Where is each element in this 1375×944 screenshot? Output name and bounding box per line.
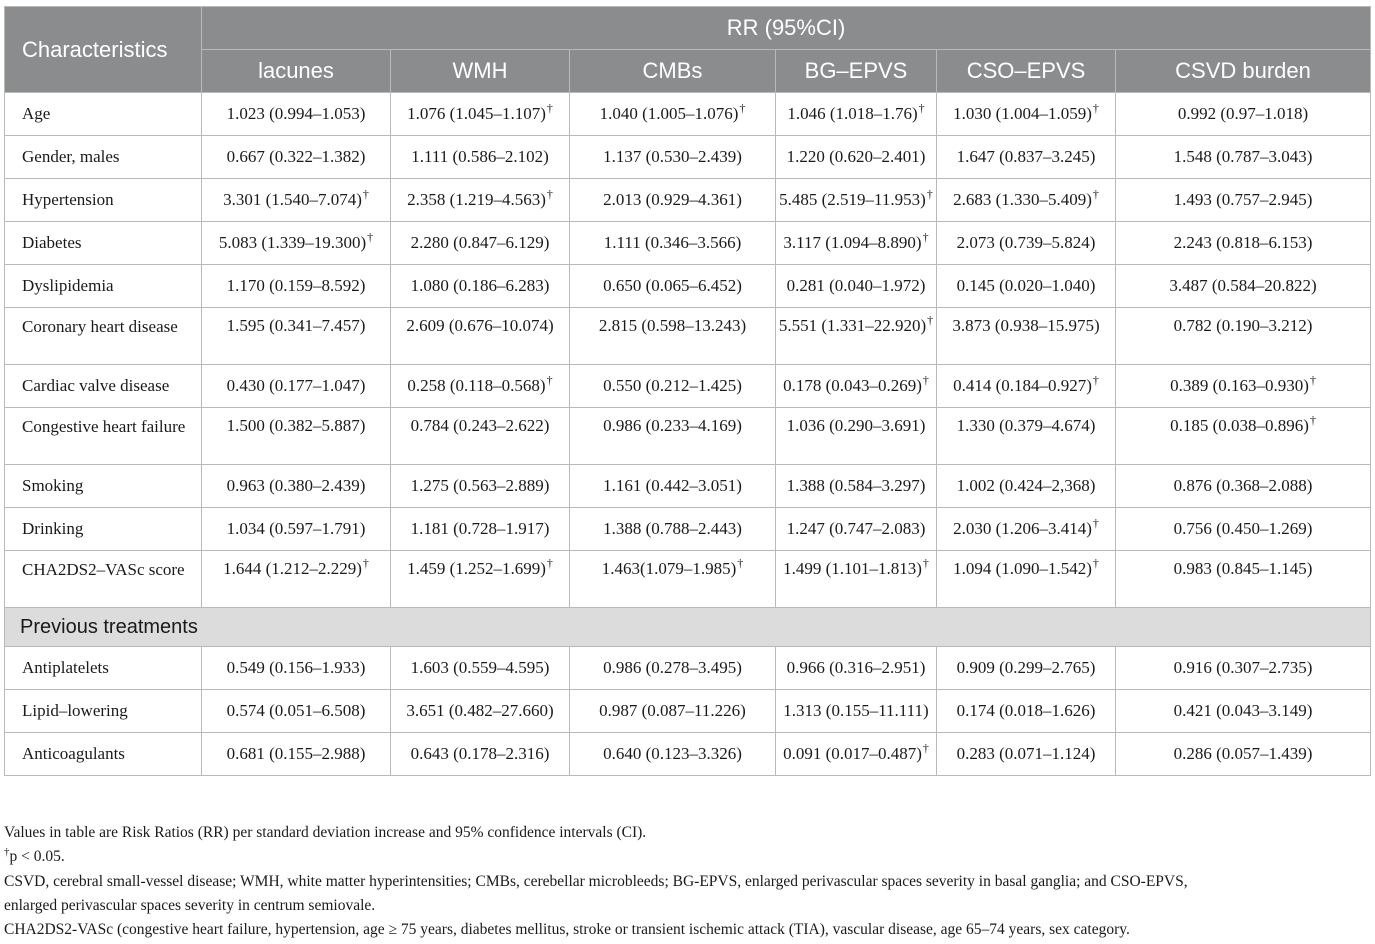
rr-value: 5.551 (1.331–22.920) [778, 316, 927, 335]
rr-value: 0.283 (0.071–1.124) [956, 744, 1096, 763]
rr-cell [937, 508, 1116, 551]
significance-marker: † [922, 373, 929, 388]
rr-cell [776, 408, 937, 465]
rr-value: 0.667 (0.322–1.382) [226, 147, 366, 166]
rr-cell [937, 136, 1116, 179]
rr-value: 2.815 (0.598–13.243) [598, 316, 747, 335]
rr-cell [776, 93, 937, 136]
rr-cell [570, 733, 776, 776]
rr-cell [202, 222, 391, 265]
rr-cell [776, 308, 937, 365]
table-row [5, 508, 1371, 551]
rr-cell [391, 93, 570, 136]
significance-marker: † [918, 101, 925, 116]
rr-value: 1.644 (1.212–2.229) [223, 559, 362, 578]
row-label: Coronary heart disease [5, 308, 202, 365]
rr-cell [776, 508, 937, 551]
rr-value: 1.463(1.079–1.985) [601, 559, 737, 578]
row-label: CHA2DS2–VASc score [5, 551, 202, 608]
rr-value: 0.986 (0.278–3.495) [603, 658, 742, 677]
rr-value: 0.550 (0.212–1.425) [603, 376, 742, 395]
rr-cell [937, 222, 1116, 265]
rr-value: 0.414 (0.184–0.927) [953, 376, 1092, 395]
table-row [5, 222, 1371, 265]
rr-value: 0.784 (0.243–2.622) [410, 416, 550, 435]
rr-cell [776, 365, 937, 408]
rr-cell [202, 465, 391, 508]
rr-cell [391, 265, 570, 308]
rr-value: 1.161 (0.442–3.051) [603, 476, 742, 495]
rr-cell [570, 690, 776, 733]
rr-value: 0.876 (0.368–2.088) [1173, 476, 1313, 495]
rr-cell [937, 408, 1116, 465]
header-col-cmbs: CMBs [570, 50, 776, 93]
row-label: Lipid–lowering [5, 690, 202, 733]
significance-marker: † [1092, 373, 1099, 388]
risk-ratio-table [4, 6, 1371, 776]
table-footnotes [4, 821, 1370, 942]
table-body [5, 93, 1371, 776]
rr-cell [391, 508, 570, 551]
header-row-columns [5, 50, 1371, 93]
rr-cell [202, 733, 391, 776]
table-row [5, 408, 1371, 465]
rr-value: 1.459 (1.252–1.699) [407, 559, 546, 578]
significance-marker: † [367, 230, 374, 245]
rr-value: 1.111 (0.346–3.566) [603, 233, 742, 252]
rr-cell [776, 647, 937, 690]
rr-value: 1.220 (0.620–2.401) [786, 147, 926, 166]
rr-cell [1116, 551, 1371, 608]
row-label: Diabetes [5, 222, 202, 265]
significance-marker: † [546, 101, 553, 116]
rr-cell [202, 136, 391, 179]
significance-marker: † [739, 101, 746, 116]
rr-value: 3.301 (1.540–7.074) [223, 190, 362, 209]
rr-value: 1.036 (0.290–3.691) [786, 416, 926, 435]
rr-cell [570, 465, 776, 508]
rr-value: 2.683 (1.330–5.409) [953, 190, 1092, 209]
rr-cell [202, 265, 391, 308]
significance-marker: † [1092, 556, 1099, 571]
rr-cell [391, 179, 570, 222]
rr-cell [1116, 365, 1371, 408]
rr-cell [937, 690, 1116, 733]
significance-marker: † [737, 556, 744, 571]
rr-cell [202, 551, 391, 608]
rr-cell [937, 647, 1116, 690]
header-col-bg-epvs: BG–EPVS [776, 50, 937, 93]
rr-value: 0.987 (0.087–11.226) [599, 701, 746, 720]
rr-cell [391, 222, 570, 265]
rr-value: 0.185 (0.038–0.896) [1170, 416, 1309, 435]
rr-cell [1116, 733, 1371, 776]
rr-cell [1116, 136, 1371, 179]
significance-marker: † [926, 187, 933, 202]
rr-value: 1.170 (0.159–8.592) [226, 276, 366, 295]
rr-value: 0.174 (0.018–1.626) [956, 701, 1096, 720]
rr-value: 0.643 (0.178–2.316) [410, 744, 550, 763]
rr-value: 0.681 (0.155–2.988) [226, 744, 366, 763]
rr-cell [570, 365, 776, 408]
rr-cell [937, 93, 1116, 136]
rr-cell [570, 136, 776, 179]
rr-value: 5.083 (1.339–19.300) [218, 233, 367, 252]
rr-value: 1.002 (0.424–2,368) [956, 476, 1096, 495]
rr-value: 0.574 (0.051–6.508) [226, 701, 366, 720]
rr-value: 1.046 (1.018–1.76) [787, 104, 918, 123]
rr-cell [776, 551, 937, 608]
rr-cell [202, 408, 391, 465]
significance-marker: † [362, 187, 369, 202]
rr-value: 2.013 (0.929–4.361) [603, 190, 742, 209]
rr-cell [1116, 179, 1371, 222]
rr-value: 0.966 (0.316–2.951) [786, 658, 926, 677]
rr-cell [391, 647, 570, 690]
footnote-significance [4, 845, 1370, 869]
rr-value: 1.080 (0.186–6.283) [410, 276, 550, 295]
row-label: Age [5, 93, 202, 136]
rr-value: 1.094 (1.090–1.542) [953, 559, 1092, 578]
rr-value: 0.650 (0.065–6.452) [603, 276, 742, 295]
rr-value: 0.145 (0.020–1.040) [956, 276, 1096, 295]
rr-value: 1.330 (0.379–4.674) [956, 416, 1096, 435]
rr-cell [570, 179, 776, 222]
table-row [5, 308, 1371, 365]
footnote-abbreviations-cont: enlarged perivascular spaces severity in centrum semiovale. [4, 896, 376, 914]
footnote-values: Values in table are Risk Ratios (RR) per standard deviation increase and 95% confidence intervals (CI). [4, 824, 647, 841]
table-header [5, 7, 1371, 93]
rr-value: 3.487 (0.584–20.822) [1169, 276, 1317, 295]
row-label: Congestive heart failure [5, 408, 202, 465]
significance-marker: † [1092, 101, 1099, 116]
rr-cell [1116, 222, 1371, 265]
header-col-wmh: WMH [391, 50, 570, 93]
rr-cell [202, 647, 391, 690]
rr-cell [937, 465, 1116, 508]
row-label: Anticoagulants [5, 733, 202, 776]
rr-value: 1.499 (1.101–1.813) [783, 559, 922, 578]
rr-value: 1.034 (0.597–1.791) [226, 519, 366, 538]
rr-cell [937, 551, 1116, 608]
row-label: Gender, males [5, 136, 202, 179]
header-col-csvd-burden: CSVD burden [1116, 50, 1371, 93]
significance-marker: † [546, 187, 553, 202]
rr-value: 0.986 (0.233–4.169) [603, 416, 742, 435]
significance-marker: † [546, 556, 553, 571]
rr-value: 2.073 (0.739–5.824) [956, 233, 1096, 252]
rr-cell [570, 308, 776, 365]
rr-value: 0.281 (0.040–1.972) [786, 276, 926, 295]
rr-value: 1.275 (0.563–2.889) [410, 476, 550, 495]
rr-cell [570, 222, 776, 265]
rr-value: 1.388 (0.788–2.443) [603, 519, 742, 538]
table-row [5, 551, 1371, 608]
rr-value: 0.963 (0.380–2.439) [226, 476, 366, 495]
row-label: Drinking [5, 508, 202, 551]
rr-cell [202, 179, 391, 222]
rr-value: 0.916 (0.307–2.735) [1173, 658, 1313, 677]
rr-cell [570, 265, 776, 308]
header-col-lacunes: lacunes [202, 50, 391, 93]
row-label: Cardiac valve disease [5, 365, 202, 408]
section-heading-previous-treatments: Previous treatments [5, 608, 1371, 647]
row-label: Dyslipidemia [5, 265, 202, 308]
table-row [5, 733, 1371, 776]
rr-value: 1.647 (0.837–3.245) [956, 147, 1096, 166]
rr-cell [391, 408, 570, 465]
rr-cell [202, 308, 391, 365]
rr-cell [570, 93, 776, 136]
rr-cell [202, 508, 391, 551]
rr-cell [570, 508, 776, 551]
header-rr-group: RR (95%CI) [202, 7, 1371, 50]
rr-value: 1.500 (0.382–5.887) [226, 416, 366, 435]
significance-marker: † [1092, 516, 1099, 531]
header-row-group [5, 7, 1371, 50]
rr-value: 1.603 (0.559–4.595) [410, 658, 550, 677]
rr-value: 0.258 (0.118–0.568) [407, 376, 546, 395]
row-label: Hypertension [5, 179, 202, 222]
rr-value: 0.640 (0.123–3.326) [603, 744, 742, 763]
rr-value: 1.548 (0.787–3.043) [1173, 147, 1313, 166]
rr-value: 1.023 (0.994–1.053) [226, 104, 366, 123]
rr-value: 0.549 (0.156–1.933) [226, 658, 366, 677]
rr-cell [937, 733, 1116, 776]
rr-cell [776, 465, 937, 508]
rr-cell [776, 733, 937, 776]
rr-value: 0.983 (0.845–1.145) [1173, 559, 1313, 578]
table-row [5, 265, 1371, 308]
rr-value: 2.030 (1.206–3.414) [953, 519, 1092, 538]
rr-cell [202, 93, 391, 136]
rr-value: 1.137 (0.530–2.439) [603, 147, 742, 166]
rr-value: 1.595 (0.341–7.457) [226, 316, 366, 335]
significance-marker: † [546, 373, 553, 388]
rr-value: 0.909 (0.299–2.765) [956, 658, 1096, 677]
table-row [5, 465, 1371, 508]
rr-value: 3.873 (0.938–15.975) [952, 316, 1100, 335]
rr-cell [1116, 308, 1371, 365]
significance-marker: † [922, 230, 929, 245]
table-row [5, 136, 1371, 179]
rr-cell [776, 136, 937, 179]
section-row [5, 608, 1371, 647]
rr-value: 1.030 (1.004–1.059) [953, 104, 1092, 123]
results-table-container [4, 6, 1370, 776]
rr-cell [1116, 690, 1371, 733]
rr-cell [776, 179, 937, 222]
dagger-symbol: † [4, 846, 10, 859]
significance-marker: † [927, 313, 934, 328]
significance-marker: † [922, 741, 929, 756]
rr-cell [391, 465, 570, 508]
rr-value: 1.076 (1.045–1.107) [407, 104, 546, 123]
rr-cell [776, 690, 937, 733]
rr-value: 0.782 (0.190–3.212) [1173, 316, 1313, 335]
rr-value: 0.091 (0.017–0.487) [783, 744, 922, 763]
rr-cell [1116, 465, 1371, 508]
table-row [5, 365, 1371, 408]
table-row [5, 93, 1371, 136]
rr-value: 2.280 (0.847–6.129) [410, 233, 550, 252]
rr-cell [1116, 647, 1371, 690]
rr-cell [1116, 508, 1371, 551]
rr-value: 2.358 (1.219–4.563) [407, 190, 546, 209]
significance-marker: † [362, 556, 369, 571]
rr-cell [202, 365, 391, 408]
rr-value: 1.388 (0.584–3.297) [786, 476, 926, 495]
significance-marker: † [1092, 187, 1099, 202]
rr-value: 1.040 (1.005–1.076) [599, 104, 739, 123]
rr-cell [937, 308, 1116, 365]
rr-cell [391, 733, 570, 776]
header-characteristics: Characteristics [5, 7, 202, 93]
rr-value: 0.992 (0.97–1.018) [1177, 104, 1309, 123]
row-label: Smoking [5, 465, 202, 508]
rr-value: 2.609 (0.676–10.074) [406, 316, 554, 335]
rr-cell [570, 408, 776, 465]
rr-cell [391, 136, 570, 179]
rr-value: 0.286 (0.057–1.439) [1173, 744, 1313, 763]
rr-cell [391, 308, 570, 365]
rr-cell [202, 690, 391, 733]
rr-value: 5.485 (2.519–11.953) [779, 190, 926, 209]
rr-cell [776, 265, 937, 308]
rr-value: 1.247 (0.747–2.083) [786, 519, 926, 538]
rr-value: 1.111 (0.586–2.102) [411, 147, 549, 166]
footnote-significance-text: p < 0.05. [9, 848, 65, 866]
table-row [5, 647, 1371, 690]
rr-value: 0.178 (0.043–0.269) [783, 376, 922, 395]
rr-value: 1.313 (0.155–11.111) [783, 701, 929, 720]
rr-value: 1.493 (0.757–2.945) [1173, 190, 1313, 209]
rr-value: 0.756 (0.450–1.269) [1173, 519, 1313, 538]
rr-cell [391, 551, 570, 608]
rr-cell [937, 179, 1116, 222]
rr-cell [937, 365, 1116, 408]
rr-cell [391, 690, 570, 733]
row-label: Antiplatelets [5, 647, 202, 690]
rr-cell [776, 222, 937, 265]
footnote-abbreviations: CSVD, cerebral small-vessel disease; WMH, white matter hyperintensities; CMBs, cerebellar microbleeds; BG-EPVS, enlarged perivascular spaces severity in basal ganglia; and CSO-EPVS, [4, 872, 1188, 890]
rr-value: 0.430 (0.177–1.047) [226, 376, 366, 395]
rr-value: 1.181 (0.728–1.917) [410, 519, 550, 538]
table-row [5, 690, 1371, 733]
significance-marker: † [1309, 373, 1316, 388]
rr-cell [1116, 265, 1371, 308]
rr-cell [391, 365, 570, 408]
rr-cell [570, 551, 776, 608]
rr-cell [937, 265, 1116, 308]
header-col-cso-epvs: CSO–EPVS [937, 50, 1116, 93]
significance-marker: † [1309, 413, 1316, 428]
rr-value: 2.243 (0.818–6.153) [1173, 233, 1313, 252]
rr-value: 0.421 (0.043–3.149) [1173, 701, 1313, 720]
rr-value: 0.389 (0.163–0.930) [1170, 376, 1309, 395]
significance-marker: † [922, 556, 929, 571]
rr-cell [1116, 93, 1371, 136]
rr-cell [570, 647, 776, 690]
rr-value: 3.651 (0.482–27.660) [406, 701, 554, 720]
rr-value: 3.117 (1.094–8.890) [783, 233, 922, 252]
rr-cell [1116, 408, 1371, 465]
table-row [5, 179, 1371, 222]
footnote-cha2ds2-vasc: CHA2DS2-VASc (congestive heart failure, hypertension, age ≥ 75 years, diabetes mellitus, stroke or transient ischemic attack (TIA), vascular disease, age 65–74 years, sex category. [4, 921, 1130, 939]
